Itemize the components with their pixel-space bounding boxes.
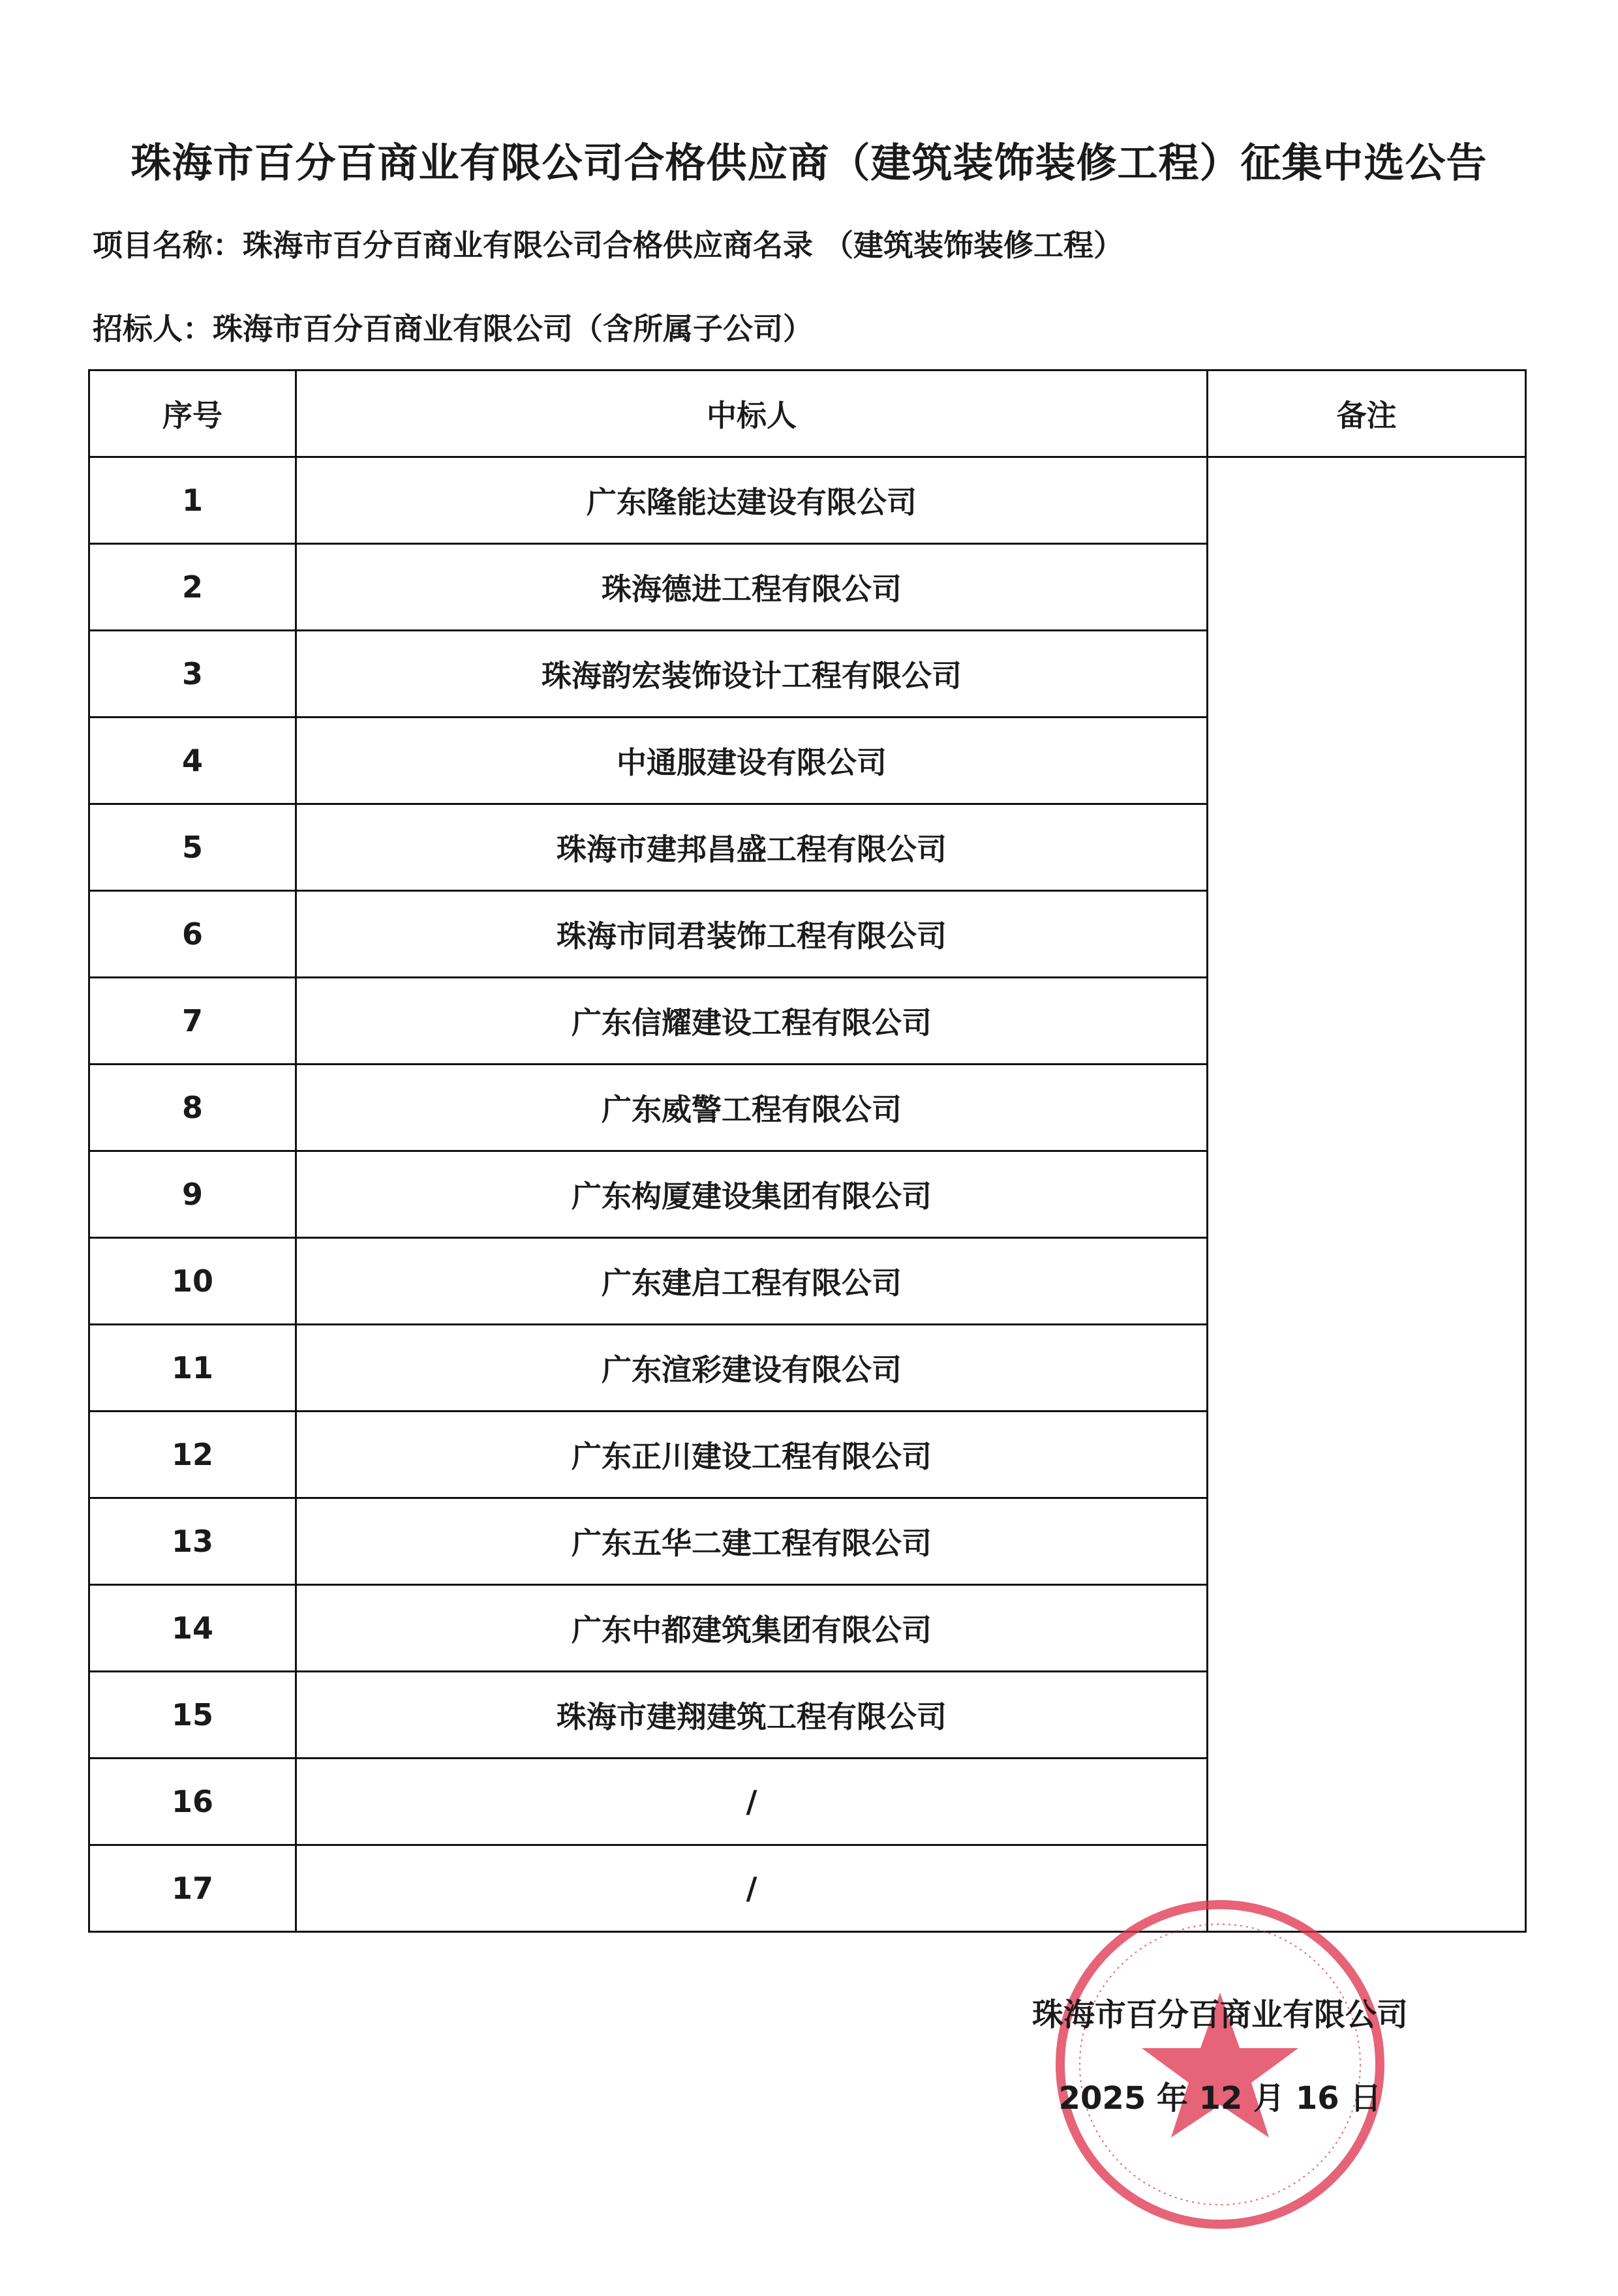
row-no: 5	[89, 804, 296, 891]
row-winner: 珠海德进工程有限公司	[296, 544, 1208, 631]
signature-date: 2025 年 12 月 16 日	[1058, 2080, 1382, 2117]
row-winner: 广东威警工程有限公司	[296, 1065, 1208, 1151]
row-winner: 珠海市建翔建筑工程有限公司	[296, 1672, 1208, 1759]
row-no: 13	[89, 1498, 296, 1585]
row-winner: 珠海市建邦昌盛工程有限公司	[296, 804, 1208, 891]
row-no: 11	[89, 1325, 296, 1412]
row-winner: 广东正川建设工程有限公司	[296, 1412, 1208, 1498]
row-winner: /	[296, 1759, 1208, 1845]
row-no: 3	[89, 631, 296, 718]
row-winner: 广东五华二建工程有限公司	[296, 1498, 1208, 1585]
row-winner: 珠海市同君装饰工程有限公司	[296, 891, 1208, 978]
row-no: 12	[89, 1412, 296, 1498]
remark-cell	[1208, 457, 1526, 1932]
row-winner: 广东中都建筑集团有限公司	[296, 1585, 1208, 1672]
supplier-table	[88, 369, 1527, 1933]
row-no: 17	[89, 1845, 296, 1932]
header-winner: 中标人	[296, 370, 1208, 457]
row-winner: 广东隆能达建设有限公司	[296, 457, 1208, 544]
project-name: 项目名称：珠海市百分百商业有限公司合格供应商名录 （建筑装饰装修工程）	[93, 228, 1124, 263]
row-winner: 广东建启工程有限公司	[296, 1238, 1208, 1325]
row-no: 14	[89, 1585, 296, 1672]
tenderer: 招标人：珠海市百分百商业有限公司（含所属子公司）	[93, 311, 813, 346]
row-winner: 广东构厦建设集团有限公司	[296, 1151, 1208, 1238]
row-no: 2	[89, 544, 296, 631]
header-remark: 备注	[1208, 370, 1526, 457]
row-no: 1	[89, 457, 296, 544]
row-winner: 珠海韵宏装饰设计工程有限公司	[296, 631, 1208, 718]
row-no: 8	[89, 1065, 296, 1151]
row-winner: 中通服建设有限公司	[296, 718, 1208, 804]
row-no: 6	[89, 891, 296, 978]
row-no: 10	[89, 1238, 296, 1325]
company-seal	[1050, 1895, 1390, 2234]
row-no: 15	[89, 1672, 296, 1759]
table-header-row	[89, 370, 1526, 457]
signature-company: 珠海市百分百商业有限公司	[1031, 1997, 1408, 2033]
header-no: 序号	[89, 370, 296, 457]
row-no: 9	[89, 1151, 296, 1238]
row-winner: 广东信耀建设工程有限公司	[296, 978, 1208, 1065]
row-no: 16	[89, 1759, 296, 1845]
table-row	[89, 457, 1526, 544]
row-winner: 广东渲彩建设有限公司	[296, 1325, 1208, 1412]
row-winner: /	[296, 1845, 1208, 1932]
document-title: 珠海市百分百商业有限公司合格供应商（建筑装饰装修工程）征集中选公告	[130, 139, 1488, 187]
row-no: 7	[89, 978, 296, 1065]
row-no: 4	[89, 718, 296, 804]
